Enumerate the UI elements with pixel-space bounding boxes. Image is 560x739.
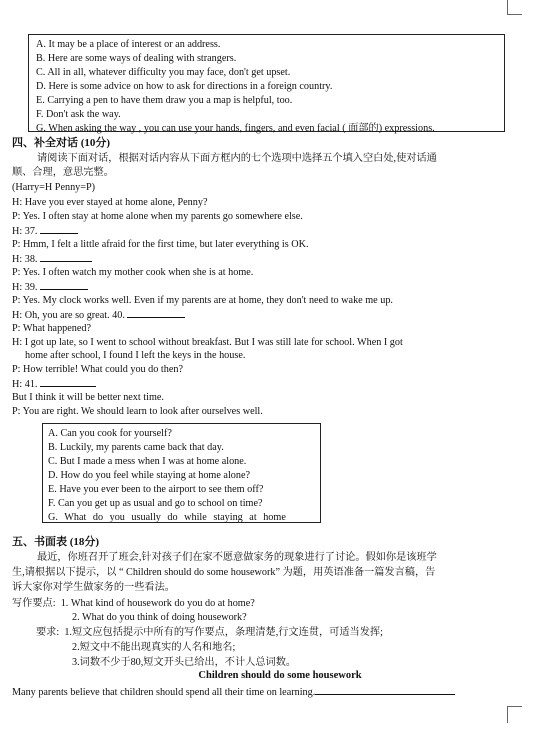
requirement-3: 3.词数不少于80,短文开头已给出，不计人总词数。 bbox=[72, 657, 297, 668]
dialogue-line: H: Oh, you are so great. 40. bbox=[12, 308, 185, 323]
dialogue-line: H: 37. bbox=[12, 224, 78, 239]
dialogue-line: But I think it will be better next time. bbox=[12, 392, 164, 403]
answer-blank[interactable] bbox=[127, 308, 185, 318]
option-line: B. Here are some ways of dealing with strangers. bbox=[36, 53, 237, 64]
answer-blank[interactable] bbox=[40, 252, 92, 262]
option-line: A. Can you cook for yourself? bbox=[48, 428, 172, 439]
option-line: G. What do you usually do while staying at home bbox=[48, 512, 286, 523]
dialogue-line: H: I got up late, so I went to school without breakfast. But I was still late for school. When I got bbox=[12, 337, 403, 348]
option-line: C. But I made a mess when I was at home alone. bbox=[48, 456, 247, 467]
essay-title: Children should do some housework bbox=[198, 670, 362, 681]
requirement-2: 2.短文中不能出现真实的人名和地名; bbox=[72, 642, 236, 653]
option-line: C. All in all, whatever difficulty you may face, don't get upset. bbox=[36, 67, 291, 78]
option-line: G. When asking the way , you can use your hands, fingers, and even facial ( 面部的) expressions. bbox=[36, 123, 435, 134]
section5-paragraph: 诉大家你对学生做家务的一些看法。 bbox=[12, 582, 175, 593]
section5-heading: 五、书面表 (18分) bbox=[12, 536, 100, 548]
crop-mark-bottom-right bbox=[507, 706, 522, 723]
section4-heading: 四、补全对话 (10分) bbox=[12, 137, 111, 149]
option-line: D. Here is some advice on how to ask for directions in a foreign country. bbox=[36, 81, 333, 92]
dialogue-line: H: 38. bbox=[12, 252, 92, 267]
answer-blank[interactable] bbox=[40, 377, 96, 387]
option-line: E. Have you ever been to the airport to see them off? bbox=[48, 484, 264, 495]
requirements: 要求: 1.短文应包括提示中所有的写作要点，条理清楚,行文连贯，可适当发挥; bbox=[36, 627, 383, 638]
option-line: F. Can you get up as usual and go to school on time? bbox=[48, 498, 263, 509]
dialogue-line: P: What happened? bbox=[12, 323, 92, 334]
option-line: B. Luckily, my parents came back that day. bbox=[48, 442, 224, 453]
dialogue-line: H: 41. bbox=[12, 377, 96, 392]
writing-blank[interactable] bbox=[315, 685, 455, 695]
section5-paragraph: 最近，你班召开了班会,针对孩子们在家不愿意做家务的现象进行了讨论。假如你是该班学 bbox=[37, 552, 437, 563]
answer-blank[interactable] bbox=[40, 224, 78, 234]
dialogue-line: P: Yes. I often stay at home alone when my parents go somewhere else. bbox=[12, 211, 303, 222]
writing-point-2: 2. What do you think of doing housework? bbox=[72, 612, 247, 623]
option-line: A. It may be a place of interest or an address. bbox=[36, 39, 221, 50]
dialogue-line: P: Yes. My clock works well. Even if my parents are at home, they don't need to wake me up. bbox=[12, 295, 393, 306]
dialogue-line: H: Have you ever stayed at home alone, Penny? bbox=[12, 197, 208, 208]
essay-opening: Many parents believe that children should spend all their time on learning. bbox=[12, 685, 455, 700]
option-line: E. Carrying a pen to have them draw you a map is helpful, too. bbox=[36, 95, 293, 106]
dialogue-line: P: You are right. We should learn to look after ourselves well. bbox=[12, 406, 263, 417]
crop-mark-top-right bbox=[507, 0, 522, 15]
section5-paragraph: 生,请根据以下提示，以 “ Children should do some housework” 为题，用英语准备一篇发言稿，告 bbox=[12, 567, 436, 578]
speaker-legend: (Harry=H Penny=P) bbox=[12, 182, 96, 193]
section4-instruction-2: 顺、合理，意思完整。 bbox=[12, 167, 114, 178]
dialogue-line: P: Hmm, I felt a little afraid for the first time, but later everything is OK. bbox=[12, 239, 309, 250]
answer-blank[interactable] bbox=[40, 280, 88, 290]
dialogue-line: P: Yes. I often watch my mother cook when she is at home. bbox=[12, 267, 254, 278]
option-line: D. How do you feel while staying at home alone? bbox=[48, 470, 250, 481]
options-box-top bbox=[28, 34, 505, 132]
option-line: F. Don't ask the way. bbox=[36, 109, 121, 120]
options-box-dialogue bbox=[42, 423, 321, 523]
dialogue-line: H: 39. bbox=[12, 280, 88, 295]
writing-points: 写作要点: 1. What kind of housework do you do at home? bbox=[12, 598, 255, 609]
dialogue-line: home after school, I found I left the keys in the house. bbox=[25, 350, 246, 361]
dialogue-line: P: How terrible! What could you do then? bbox=[12, 364, 183, 375]
section4-instruction-1: 请阅读下面对话，根据对话内容从下面方框内的七个选项中选择五个填入空白处,使对话通 bbox=[37, 153, 437, 164]
